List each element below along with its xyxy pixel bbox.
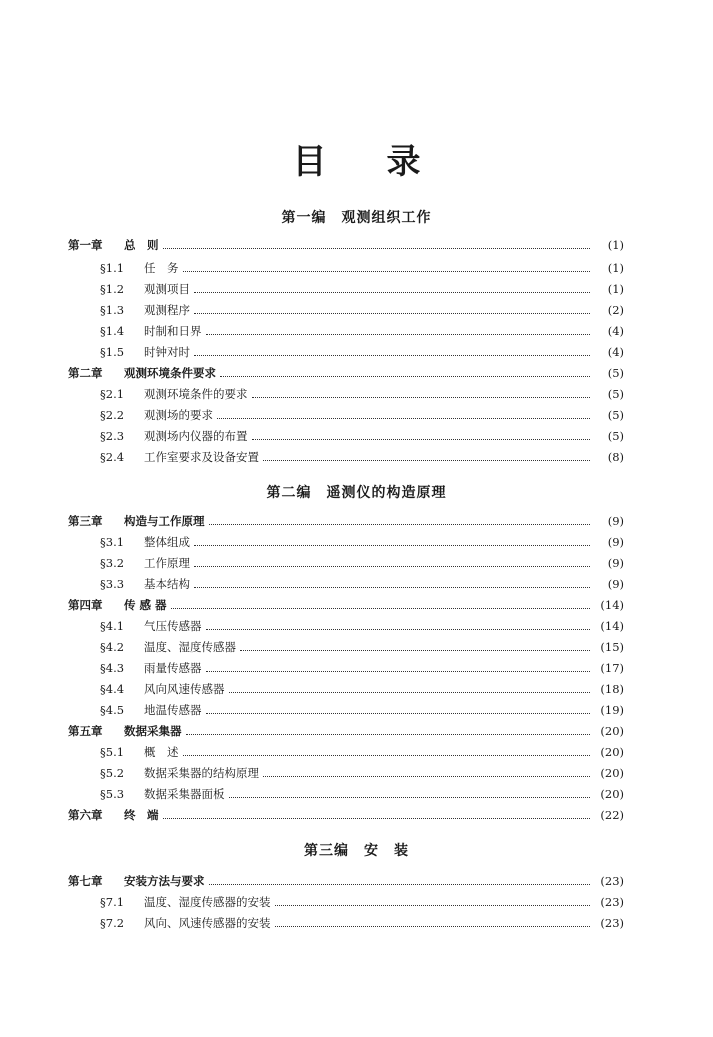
entry-number: §1.4 — [100, 324, 125, 338]
entry-title: 观测环境条件要求 — [124, 366, 216, 380]
entry-number: §5.1 — [100, 745, 125, 759]
dot-leader — [240, 650, 590, 651]
entry-number: 第二章 — [68, 366, 103, 380]
entry-page-number: (4) — [607, 345, 624, 359]
entry-title: 任 务 — [144, 261, 179, 275]
entry-title: 传 感 器 — [124, 598, 167, 612]
dot-leader — [186, 734, 591, 735]
entry-page-number: (4) — [607, 324, 624, 338]
dot-leader — [194, 587, 590, 588]
entry-page-number: (2) — [607, 303, 624, 317]
toc-section-entry[interactable] — [100, 914, 624, 932]
entry-number: §4.1 — [100, 619, 125, 633]
entry-number: §2.1 — [100, 387, 125, 401]
entry-title: 观测环境条件的要求 — [144, 387, 248, 401]
dot-leader — [229, 797, 591, 798]
toc-chapter-entry[interactable] — [68, 806, 624, 824]
entry-title: 观测程序 — [144, 303, 190, 317]
entry-title: 概 述 — [144, 745, 179, 759]
dot-leader — [220, 376, 590, 377]
entry-title: 安装方法与要求 — [124, 874, 205, 888]
dot-leader — [183, 755, 591, 756]
toc-section-entry[interactable] — [100, 406, 624, 424]
dot-leader — [263, 776, 590, 777]
entry-title: 风向风速传感器 — [144, 682, 225, 696]
dot-leader — [194, 545, 590, 546]
entry-number: 第四章 — [68, 598, 103, 612]
entry-number: §5.2 — [100, 766, 125, 780]
entry-number: 第三章 — [68, 514, 103, 528]
toc-section-entry[interactable] — [100, 554, 624, 572]
toc-section-entry[interactable] — [100, 427, 624, 445]
dot-leader — [183, 271, 591, 272]
toc-chapter-entry[interactable] — [68, 364, 624, 382]
dot-leader — [275, 926, 591, 927]
entry-page-number: (9) — [607, 514, 624, 528]
toc-section-entry[interactable] — [100, 322, 624, 340]
entry-number: 第五章 — [68, 724, 103, 738]
dot-leader — [206, 629, 591, 630]
entry-number: §4.2 — [100, 640, 125, 654]
entry-page-number: (23) — [600, 916, 624, 930]
entry-page-number: (18) — [600, 682, 624, 696]
entry-page-number: (19) — [600, 703, 624, 717]
entry-number: 第七章 — [68, 874, 103, 888]
entry-number: §1.3 — [100, 303, 125, 317]
dot-leader — [194, 292, 590, 293]
entry-number: §3.3 — [100, 577, 125, 591]
entry-number: §7.1 — [100, 895, 125, 909]
toc-section-entry[interactable] — [100, 785, 624, 803]
dot-leader — [163, 248, 591, 249]
entry-title: 地温传感器 — [144, 703, 202, 717]
entry-page-number: (5) — [607, 429, 624, 443]
entry-title: 观测场的要求 — [144, 408, 213, 422]
entry-number: §1.5 — [100, 345, 125, 359]
entry-page-number: (20) — [600, 787, 624, 801]
entry-number: §3.2 — [100, 556, 125, 570]
toc-chapter-entry[interactable] — [68, 872, 624, 890]
title-char-1: 目 — [292, 142, 327, 182]
entry-title: 数据采集器的结构原理 — [144, 766, 259, 780]
toc-chapter-entry[interactable] — [68, 722, 624, 740]
entry-page-number: (8) — [607, 450, 624, 464]
entry-number: §1.1 — [100, 261, 125, 275]
toc-chapter-entry[interactable] — [68, 512, 624, 530]
entry-number: §4.3 — [100, 661, 125, 675]
entry-page-number: (23) — [600, 895, 624, 909]
entry-page-number: (20) — [600, 745, 624, 759]
entry-page-number: (9) — [607, 556, 624, 570]
toc-chapter-entry[interactable] — [68, 236, 624, 254]
toc-section-entry[interactable] — [100, 301, 624, 319]
toc-section-entry[interactable] — [100, 659, 624, 677]
dot-leader — [206, 671, 591, 672]
dot-leader — [163, 818, 591, 819]
entry-title: 总 则 — [124, 238, 159, 252]
entry-page-number: (20) — [600, 766, 624, 780]
entry-title: 雨量传感器 — [144, 661, 202, 675]
dot-leader — [252, 439, 591, 440]
entry-title: 时钟对时 — [144, 345, 190, 359]
entry-page-number: (20) — [600, 724, 624, 738]
toc-section-entry[interactable] — [100, 743, 624, 761]
toc-section-entry[interactable] — [100, 893, 624, 911]
entry-title: 温度、湿度传感器 — [144, 640, 236, 654]
entry-page-number: (15) — [600, 640, 624, 654]
entry-title: 时制和日界 — [144, 324, 202, 338]
entry-page-number: (5) — [607, 387, 624, 401]
entry-number: §2.4 — [100, 450, 125, 464]
entry-number: §4.5 — [100, 703, 125, 717]
entry-title: 观测项目 — [144, 282, 190, 296]
toc-section-entry[interactable] — [100, 280, 624, 298]
entry-title: 基本结构 — [144, 577, 190, 591]
entry-page-number: (14) — [600, 619, 624, 633]
entry-page-number: (17) — [600, 661, 624, 675]
toc-section-entry[interactable] — [100, 617, 624, 635]
entry-page-number: (1) — [607, 282, 624, 296]
dot-leader — [263, 460, 590, 461]
toc-section-entry[interactable] — [100, 680, 624, 698]
entry-number: §5.3 — [100, 787, 125, 801]
entry-page-number: (1) — [607, 261, 624, 275]
dot-leader — [194, 355, 590, 356]
dot-leader — [217, 418, 590, 419]
dot-leader — [209, 524, 591, 525]
toc-section-entry[interactable] — [100, 701, 624, 719]
dot-leader — [229, 692, 591, 693]
entry-page-number: (14) — [600, 598, 624, 612]
entry-page-number: (1) — [607, 238, 624, 252]
entry-page-number: (22) — [600, 808, 624, 822]
toc-section-entry[interactable] — [100, 343, 624, 361]
entry-number: §4.4 — [100, 682, 125, 696]
toc-section-entry[interactable] — [100, 638, 624, 656]
dot-leader — [171, 608, 590, 609]
part-heading-1: 第一编 观测组织工作 — [281, 210, 432, 226]
toc-section-entry[interactable] — [100, 533, 624, 551]
entry-page-number: (9) — [607, 535, 624, 549]
entry-number: §2.3 — [100, 429, 125, 443]
entry-number: §3.1 — [100, 535, 125, 549]
entry-title: 数据采集器 — [124, 724, 182, 738]
entry-number: §7.2 — [100, 916, 125, 930]
entry-title: 风向、风速传感器的安装 — [144, 916, 271, 930]
dot-leader — [209, 884, 591, 885]
entry-title: 工作室要求及设备安置 — [144, 450, 259, 464]
dot-leader — [194, 566, 590, 567]
toc-section-entry[interactable] — [100, 259, 624, 277]
page-title — [0, 134, 713, 183]
toc-section-entry[interactable] — [100, 764, 624, 782]
entry-number: §1.2 — [100, 282, 125, 296]
entry-title: 整体组成 — [144, 535, 190, 549]
toc-section-entry[interactable] — [100, 575, 624, 593]
part-heading-3: 第三编 安 装 — [304, 843, 409, 859]
toc-section-entry[interactable] — [100, 448, 624, 466]
dot-leader — [194, 313, 590, 314]
dot-leader — [275, 905, 591, 906]
dot-leader — [206, 713, 591, 714]
entry-page-number: (5) — [607, 408, 624, 422]
title-char-2: 录 — [386, 142, 421, 182]
toc-section-entry[interactable] — [100, 385, 624, 403]
entry-number: 第六章 — [68, 808, 103, 822]
entry-title: 温度、湿度传感器的安装 — [144, 895, 271, 909]
entry-page-number: (5) — [607, 366, 624, 380]
entry-number: 第一章 — [68, 238, 103, 252]
entry-title: 数据采集器面板 — [144, 787, 225, 801]
part-heading-2: 第二编 遥测仪的构造原理 — [266, 485, 447, 501]
entry-title: 构造与工作原理 — [124, 514, 205, 528]
entry-title: 终 端 — [124, 808, 159, 822]
entry-number: §2.2 — [100, 408, 125, 422]
dot-leader — [252, 397, 591, 398]
toc-chapter-entry[interactable] — [68, 596, 624, 614]
entry-title: 观测场内仪器的布置 — [144, 429, 248, 443]
entry-page-number: (9) — [607, 577, 624, 591]
entry-title: 气压传感器 — [144, 619, 202, 633]
dot-leader — [206, 334, 591, 335]
entry-page-number: (23) — [600, 874, 624, 888]
entry-title: 工作原理 — [144, 556, 190, 570]
